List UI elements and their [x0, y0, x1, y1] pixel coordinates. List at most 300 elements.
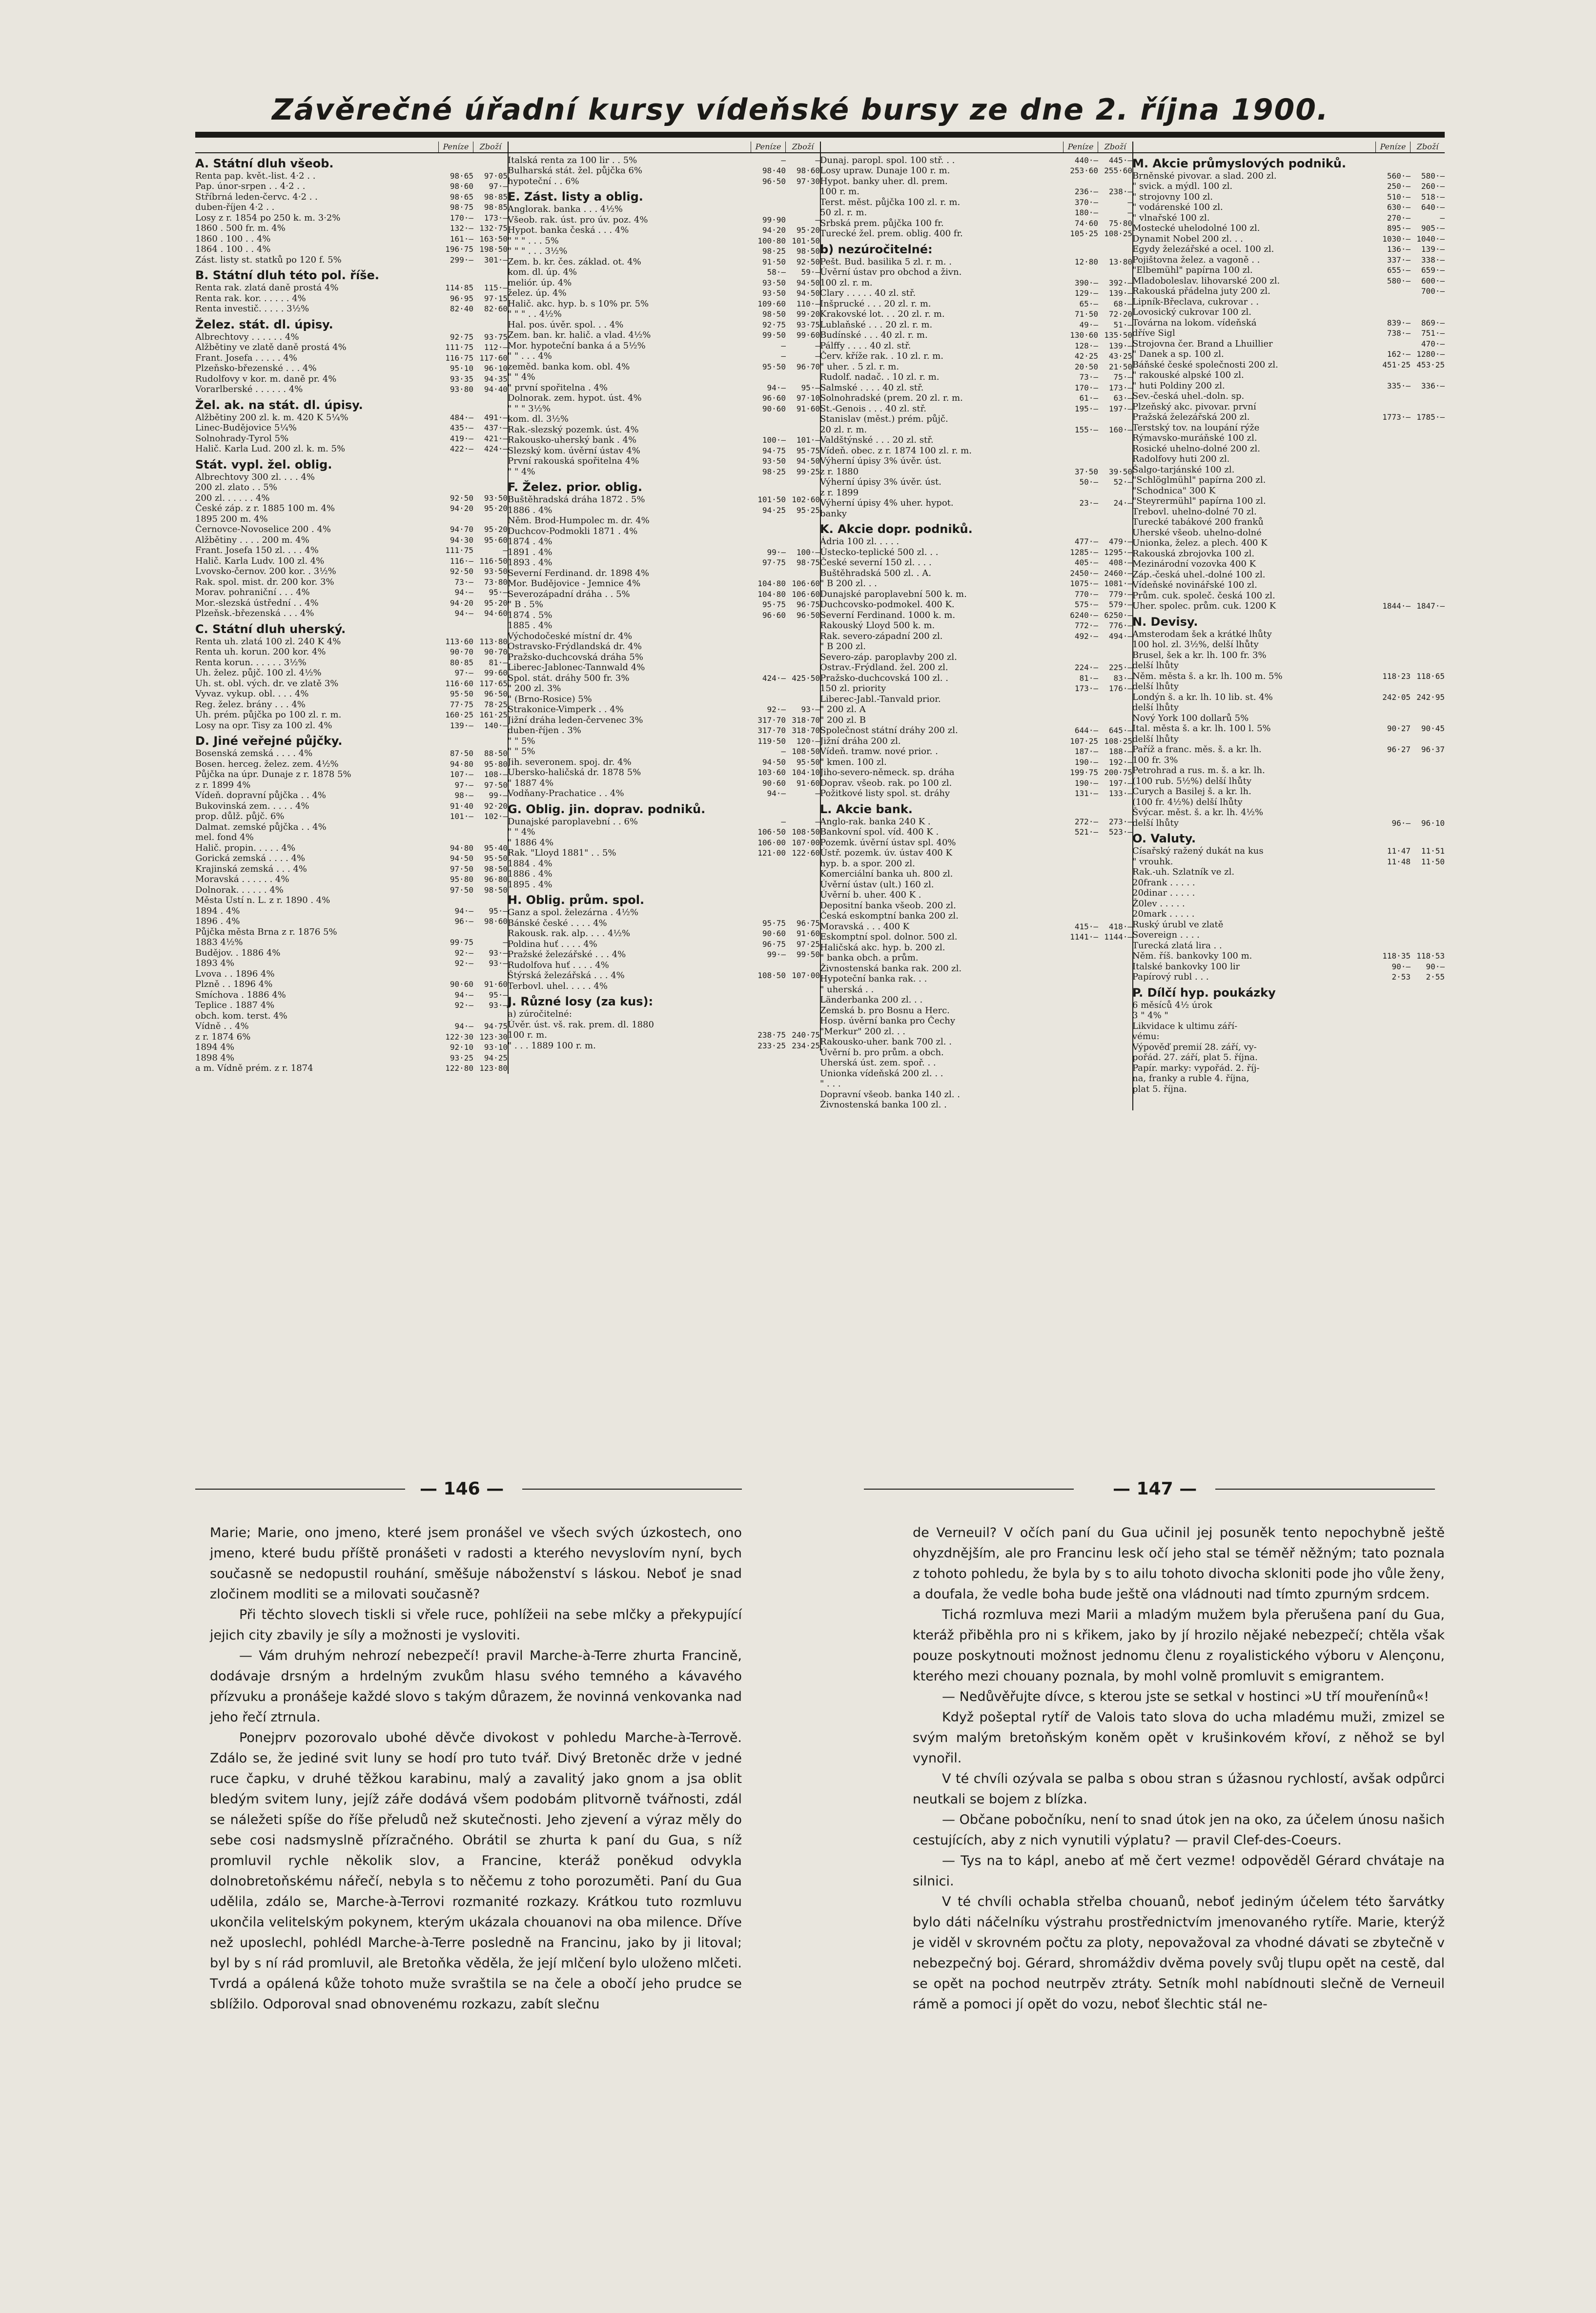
quote-money	[752, 1009, 786, 1020]
quote-row	[195, 927, 508, 938]
quote-money	[1064, 1005, 1098, 1016]
quote-name: 1860 . 100 . . 4%	[195, 233, 271, 244]
quote-money	[1064, 1016, 1098, 1026]
quote-name: Lvovsko-černov. 200 kor. . 3½%	[195, 566, 336, 576]
quote-row	[1132, 171, 1445, 182]
quote-goods: 115·—	[484, 283, 508, 292]
quote-goods	[1411, 1073, 1445, 1084]
quote-row	[195, 332, 508, 343]
quote-money	[1376, 713, 1411, 724]
quote-row	[508, 176, 820, 187]
quote-name: " huti Poldiny 200 zl.	[1132, 380, 1225, 391]
quote-goods	[786, 859, 820, 869]
quote-goods: —	[1127, 208, 1132, 217]
quote-money	[752, 981, 786, 992]
quote-money	[1376, 580, 1411, 591]
quote-money: —	[781, 351, 786, 361]
quote-row	[195, 811, 508, 822]
quote-money: 90·60	[450, 980, 473, 989]
quote-goods: 93·—	[489, 1001, 508, 1010]
quote-goods: 96·75	[796, 600, 820, 609]
quote-name: Hypot. banka česká . . . 4%	[508, 225, 629, 235]
quote-name: Mostecké uhelodolné 100 zl.	[1132, 223, 1260, 233]
quote-row	[508, 631, 820, 642]
quote-goods: 11·50	[1421, 857, 1445, 866]
quote-goods: 123·80	[479, 1064, 508, 1073]
quote-goods	[1411, 920, 1445, 930]
quote-goods	[1098, 848, 1132, 859]
quote-row	[195, 202, 508, 213]
quote-row	[820, 715, 1132, 726]
quote-money	[1064, 641, 1098, 652]
quote-money	[752, 1020, 786, 1030]
quote-goods: 39·50	[1108, 467, 1132, 476]
quote-name: Halič. propin. . . . . 4%	[195, 842, 296, 853]
quote-money: 111·75	[445, 546, 473, 555]
quote-name: Sev.-česká uhel.-doln. sp.	[1132, 391, 1245, 401]
quote-goods	[786, 372, 820, 383]
quote-money	[1064, 869, 1098, 880]
quote-money: 521·—	[1074, 827, 1098, 837]
quote-money: 95·80	[450, 875, 473, 884]
quote-name: Uherská úst. zem. spoř. . .	[820, 1058, 936, 1068]
quote-money	[1376, 570, 1411, 580]
quote-row	[1132, 1000, 1445, 1011]
quote-row	[195, 1021, 508, 1032]
quote-row	[820, 859, 1132, 869]
quote-goods	[473, 895, 508, 906]
quote-money	[1376, 776, 1411, 787]
quote-name: Mor. hypoteční banka á a 5½%	[508, 340, 646, 351]
quote-name: 3 " 4% "	[1132, 1010, 1168, 1021]
quote-money: 50·—	[1079, 477, 1098, 487]
quote-money	[1376, 1021, 1411, 1032]
quote-goods	[786, 694, 820, 705]
quote-money: —	[781, 155, 786, 165]
quote-name: Rakouská zbrojovka 100 zl.	[1132, 548, 1255, 559]
quote-goods	[786, 662, 820, 673]
quote-name: " . . . 1889 100 r. m.	[508, 1040, 596, 1051]
quote-money: 96·—	[454, 917, 473, 926]
quote-name: Vídeň. obec. z r. 1874 100 zl. r. m.	[820, 445, 972, 456]
quote-row	[195, 181, 508, 192]
quote-money: 94·70	[450, 525, 473, 534]
quote-name: Jih. severonem. spoj. dr. 4%	[508, 757, 632, 767]
quote-money	[1376, 650, 1411, 661]
quote-goods: 108·—	[484, 770, 508, 779]
quote-name: Alžbětiny . . . . 200 m. 4%	[195, 534, 309, 545]
quote-money: 90·—	[1391, 962, 1411, 971]
quote-money	[1064, 694, 1098, 705]
quote-row	[195, 342, 508, 353]
quote-goods: 392·—	[1108, 278, 1132, 287]
quote-money	[1376, 297, 1411, 307]
quote-name: Plzeňsk.-březenská . . . 4%	[195, 608, 314, 618]
quote-name: " první spořitelna . 4%	[508, 382, 608, 393]
quote-money: 92·50	[450, 493, 473, 503]
quote-goods: 96·80	[484, 875, 508, 884]
quote-name: Císařský ražený dukát na kus	[1132, 846, 1264, 856]
quote-row	[508, 817, 820, 827]
quote-money	[1376, 486, 1411, 496]
quote-money: 139·—	[450, 720, 473, 730]
quote-name: Rakousko-uher. bank 700 zl. .	[820, 1037, 952, 1047]
quote-goods	[1098, 1079, 1132, 1089]
quote-goods	[1411, 580, 1445, 591]
quote-row	[1132, 1052, 1445, 1063]
quote-name: Zem. b. kr. čes. základ. ot. 4%	[508, 256, 641, 267]
quote-row	[1132, 941, 1445, 951]
quote-row	[508, 215, 820, 225]
quote-money: 97·50	[450, 864, 473, 874]
quote-money: 37·50	[1074, 467, 1098, 476]
quote-money	[752, 662, 786, 673]
quote-money: 575·—	[1074, 600, 1098, 609]
quote-money: 299·—	[450, 255, 473, 265]
quote-name: Rak. "Lloyd 1881" . . 5%	[508, 848, 616, 858]
quote-name: Clary . . . . . 40 zl. stř.	[820, 288, 916, 298]
quote-money	[752, 620, 786, 631]
quote-goods: 95·75	[796, 446, 820, 455]
quote-row	[195, 363, 508, 374]
quote-goods	[1098, 1037, 1132, 1047]
quote-goods: 255·60	[1104, 166, 1132, 175]
quote-row	[508, 404, 820, 414]
quote-name: Paříž a franc. měs. š. a kr. lh.	[1132, 744, 1262, 755]
quote-name: Půjčka na úpr. Dunaje z r. 1878 5%	[195, 769, 351, 779]
quote-money	[1064, 488, 1098, 498]
quote-money: 317·70	[757, 726, 786, 735]
quote-name: Rak. spol. mist. dr. 200 kor. 3%	[195, 576, 334, 587]
quote-goods: 91·60	[796, 404, 820, 413]
quote-name: Rudolf. nadač. . 10 zl. r. m.	[820, 372, 940, 382]
quote-row	[508, 267, 820, 278]
quote-name: Länderbanka 200 zl. . .	[820, 995, 923, 1005]
quote-goods	[1098, 1089, 1132, 1100]
quote-row	[508, 278, 820, 288]
quote-name: Liberec-Jabl.-Tanvald prior.	[820, 694, 941, 704]
quote-name: Báňské české společnosti 200 zl.	[1132, 359, 1278, 370]
quote-money: 1141·—	[1070, 932, 1098, 942]
quote-money: 104·80	[757, 589, 786, 599]
section-title: C. Státní dluh uherský.	[195, 622, 346, 636]
section-title: M. Akcie průmyslových podniků.	[1132, 156, 1347, 170]
quote-money: 98·75	[450, 203, 473, 212]
quote-name: Dunajské paroplavební . . 6%	[508, 816, 638, 827]
quote-money: 20·50	[1074, 362, 1098, 371]
column-header	[508, 142, 820, 153]
quote-row	[1132, 797, 1445, 808]
quote-row	[820, 477, 1132, 488]
quote-row	[1132, 318, 1445, 328]
quote-name: hypoteční . . 6%	[508, 176, 579, 186]
quote-row	[1132, 265, 1445, 276]
quote-row	[508, 788, 820, 799]
quote-row	[820, 817, 1132, 827]
quote-goods: 106·60	[792, 579, 820, 588]
quote-row	[820, 757, 1132, 768]
quote-money	[1064, 1068, 1098, 1079]
section-title: D. Jiné veřejné půjčky.	[195, 734, 343, 748]
quote-goods	[1098, 267, 1132, 278]
quote-name: Rakousk. rak. alp. . . . 4½%	[508, 928, 631, 939]
quote-row	[508, 683, 820, 694]
quote-money: 61·—	[1079, 393, 1098, 403]
quote-goods: 225·—	[1108, 663, 1132, 672]
quote-money	[1376, 755, 1411, 766]
quote-row	[508, 351, 820, 362]
quote-row	[820, 1005, 1132, 1016]
quote-goods	[1098, 901, 1132, 911]
column-header	[820, 142, 1132, 153]
quote-name: delší lhůty	[1132, 818, 1179, 828]
quote-goods: 470·—	[1421, 339, 1445, 348]
quote-row	[820, 414, 1132, 425]
quote-row	[195, 234, 508, 245]
quote-money: 173·—	[1074, 684, 1098, 693]
quote-name: Brusel, šek a kr. lh. 100 fr. 3%	[1132, 650, 1267, 660]
quote-name: " B 200 zl. . .	[820, 578, 877, 589]
section-title: Stát. vypl. žel. oblig.	[195, 457, 332, 471]
quote-money: 93·50	[762, 288, 786, 298]
quote-row	[1132, 213, 1445, 224]
quote-money	[1064, 859, 1098, 869]
quote-goods: 1144·—	[1104, 932, 1132, 942]
quote-name: Komerciální banka uh. 800 zl.	[820, 869, 953, 879]
quote-goods: 94·60	[484, 609, 508, 618]
quote-row	[1132, 580, 1445, 591]
quote-name: " " " 3½%	[508, 403, 551, 414]
quote-money: 118·23	[1382, 671, 1411, 681]
quote-goods: 95·40	[484, 843, 508, 853]
quote-row	[1132, 307, 1445, 318]
quote-name: Losy na opr. Tisy za 100 zl. 4%	[195, 720, 332, 731]
quote-row	[508, 880, 820, 890]
quote-money: 839·—	[1387, 318, 1411, 328]
quote-goods	[1411, 538, 1445, 549]
quote-row	[820, 1047, 1132, 1058]
quote-goods: 96·75	[796, 918, 820, 928]
quote-goods: 112·—	[484, 343, 508, 352]
quote-name: Rakousko-uherský bank . 4%	[508, 435, 637, 445]
quote-row	[508, 414, 820, 425]
quote-name: Budínské . . . 40 zl. r. m.	[820, 330, 928, 340]
quote-name: " . . .	[820, 1079, 841, 1089]
quote-row	[195, 482, 508, 493]
quote-row	[820, 341, 1132, 351]
quote-row	[820, 869, 1132, 880]
quote-row	[195, 587, 508, 598]
quote-name: " " 4%	[508, 372, 535, 382]
quote-goods: 90·45	[1421, 724, 1445, 733]
quote-money	[1376, 370, 1411, 381]
quote-row	[820, 404, 1132, 414]
section-title: O. Valuty.	[1132, 832, 1196, 845]
quote-row	[195, 1011, 508, 1022]
quote-row	[195, 255, 508, 266]
column-header	[195, 142, 508, 153]
quote-goods	[1411, 402, 1445, 412]
quote-goods: 92·50	[796, 257, 820, 266]
quote-money: 92·—	[454, 948, 473, 958]
quote-row	[820, 498, 1132, 509]
quote-goods: 97·50	[484, 780, 508, 790]
quote-goods: 238·—	[1108, 187, 1132, 196]
quote-goods	[1411, 370, 1445, 381]
quote-row	[820, 953, 1132, 963]
quote-goods	[786, 1020, 820, 1030]
quote-goods: 95·50	[484, 854, 508, 863]
quote-money	[1376, 734, 1411, 745]
quote-name: Uh. prém. půjčka po 100 zl. r. m.	[195, 710, 342, 720]
quote-money: 94·—	[454, 990, 473, 1000]
novel-paragraph: V té chvíli ozývala se palba s obou stran s úžasnou rychlostí, avšak odpůrci neutkali se bojem z blízka.	[913, 1771, 1445, 1807]
quote-money	[1376, 1063, 1411, 1074]
quote-goods	[1411, 1021, 1445, 1032]
quote-money	[1376, 1084, 1411, 1095]
quote-name: Bosenská zemská . . . . 4%	[195, 748, 313, 758]
quote-goods: 518·—	[1421, 192, 1445, 202]
quote-row	[195, 958, 508, 969]
quote-row	[1132, 349, 1445, 360]
quote-money: 161·—	[450, 234, 473, 244]
quote-row	[1132, 1084, 1445, 1095]
quote-goods	[473, 832, 508, 843]
quote-goods: 108·50	[792, 827, 820, 837]
quote-goods	[1098, 1100, 1132, 1110]
quote-name: Dynamit Nobel 200 zl. . .	[1132, 233, 1243, 244]
quote-row	[508, 981, 820, 992]
quote-money: 91·50	[762, 257, 786, 266]
quote-money: 96·95	[450, 293, 473, 303]
quote-name: Curych a Basilej š. a kr. lh.	[1132, 786, 1251, 797]
quote-name: " banka obch. a prům.	[820, 953, 919, 963]
quote-goods	[786, 652, 820, 663]
quote-row	[820, 984, 1132, 995]
quote-row	[508, 320, 820, 330]
quote-name: kom. dl. 3½%	[508, 414, 569, 424]
quote-money: 106·00	[757, 838, 786, 847]
quote-name: " vlnařské 100 zl.	[1132, 212, 1210, 223]
quote-name: Unionka, želez. a plech. 400 K	[1132, 538, 1268, 548]
quote-money	[752, 641, 786, 652]
quote-goods: 108·25	[1104, 229, 1132, 238]
quote-name: Teplice . 1887 4%	[195, 1000, 275, 1010]
quote-name: Mor. Budějovice - Jemnice 4%	[508, 578, 641, 589]
quote-goods	[1411, 475, 1445, 486]
quote-row	[508, 299, 820, 309]
quote-name: Ganz a spol. železárna . 4½%	[508, 907, 639, 918]
quote-row	[820, 662, 1132, 673]
quote-name: Radolfovy huti 200 zl.	[1132, 454, 1230, 464]
quote-money: 99·50	[762, 330, 786, 340]
quote-goods: 94·25	[484, 1053, 508, 1063]
quote-name: Dopravní všeob. banka 140 zl. .	[820, 1089, 960, 1100]
quote-money	[1376, 433, 1411, 444]
quote-money: 6240·—	[1070, 610, 1098, 620]
quote-name: Rudolfova huť . . . . 4%	[508, 960, 609, 970]
quote-money: 116·60	[445, 678, 473, 688]
quote-name: Uherské všeob. uhelno-dolné	[1132, 527, 1262, 538]
quote-name: Vídeň. dopravní půjčka . . 4%	[195, 790, 327, 800]
quote-row	[1132, 286, 1445, 297]
quote-goods: 117·60	[479, 353, 508, 363]
quote-row	[820, 767, 1132, 778]
quote-money: 272·—	[1074, 817, 1098, 826]
quote-row	[1132, 1021, 1445, 1032]
quote-goods: 95·25	[796, 505, 820, 515]
quote-money: 98·65	[450, 171, 473, 181]
quote-money: 95·75	[762, 918, 786, 928]
quote-money: 12·80	[1074, 257, 1098, 266]
quote-row	[1132, 412, 1445, 423]
quote-goods	[1098, 953, 1132, 963]
quote-name: Černovce-Novoselice 200 . 4%	[195, 524, 331, 534]
quote-name: Linec-Budějovice 5¼%	[195, 423, 297, 433]
quote-name: Ostrav.-Frýdland. žel. 200 zl.	[820, 662, 948, 673]
quote-goods: 421·—	[484, 433, 508, 443]
quote-goods: 869·—	[1421, 318, 1445, 328]
quote-name: 100 fr. 3%	[1132, 755, 1178, 765]
quote-row	[820, 890, 1132, 901]
quote-money: 95·10	[450, 364, 473, 373]
quote-money: 94·—	[454, 906, 473, 916]
quote-name: Turecké tabákové 200 franků	[1132, 517, 1264, 527]
quote-row	[195, 864, 508, 875]
quote-goods: 2·55	[1426, 972, 1445, 982]
quote-name: Terstský tov. na loupání rýže	[1132, 422, 1260, 433]
quote-money: 118·35	[1382, 951, 1411, 961]
quote-name: Pešt. Bud. basilika 5 zl. r. m. .	[820, 256, 952, 267]
column-header-money: Peníze	[751, 142, 785, 152]
quote-name: " B 200 zl.	[820, 641, 866, 652]
quote-goods: 59·—	[801, 267, 820, 277]
quote-name: Rosické uhelno-dolné 200 zl.	[1132, 443, 1260, 454]
bourse-column-2	[508, 142, 821, 1051]
quote-goods: 93·75	[796, 320, 820, 329]
quote-money: 1285·—	[1070, 547, 1098, 557]
quote-goods	[1098, 984, 1132, 995]
quote-money	[1064, 911, 1098, 921]
quote-goods: 192·—	[1108, 757, 1132, 767]
quote-name: Nový York 100 dollarů 5%	[1132, 713, 1249, 723]
quote-row	[508, 704, 820, 715]
quote-money: 94·50	[450, 854, 473, 863]
quote-money	[1376, 702, 1411, 713]
quote-money: 92·75	[762, 320, 786, 329]
quote-row	[1132, 629, 1445, 640]
quote-name: hyp. b. a spor. 200 zl.	[820, 858, 915, 869]
quote-name: Půjčka města Brna z r. 1876 5%	[195, 926, 337, 937]
quote-name: Plzeňsko-březenské . . . 4%	[195, 363, 317, 373]
quote-goods	[1098, 641, 1132, 652]
quote-money	[1064, 1047, 1098, 1058]
quote-goods: 445·—	[1108, 155, 1132, 165]
quote-row	[195, 636, 508, 647]
quote-name: Něm. Brod-Humpolec m. dr. 4%	[508, 515, 650, 526]
quote-goods: 139·—	[1108, 288, 1132, 298]
quote-money: 224·—	[1074, 663, 1098, 672]
quote-goods: 234·25	[792, 1041, 820, 1050]
quote-goods	[1098, 1016, 1132, 1026]
quote-row	[195, 556, 508, 567]
quote-goods: 98·50	[796, 246, 820, 256]
quote-name: Rýmavsko-muráňské 100 zl.	[1132, 433, 1257, 443]
quote-row	[508, 547, 820, 558]
quote-name: Renta korun. . . . . . 3½%	[195, 657, 307, 668]
quote-row	[820, 942, 1132, 953]
quote-row	[508, 949, 820, 960]
